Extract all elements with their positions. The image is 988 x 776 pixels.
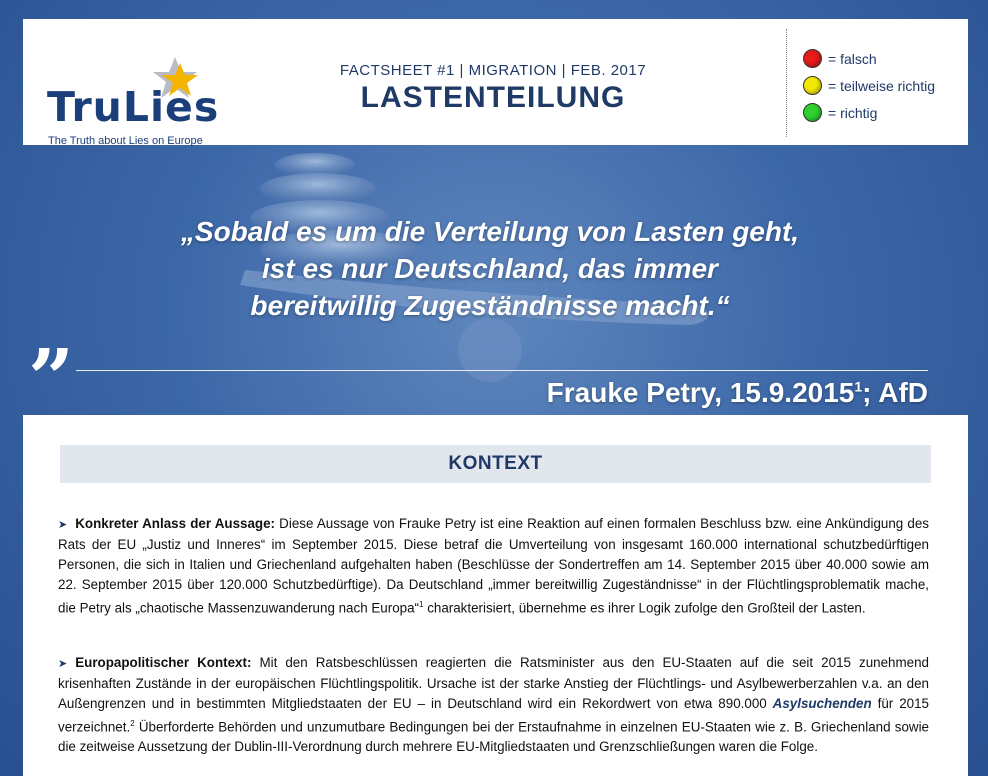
section-title: KONTEXT — [448, 453, 543, 474]
quotation-mark-icon: ” — [28, 331, 75, 415]
paragraph-text: Mit den Ratsbeschlüssen reagierten die Ratsminister aus den EU-Staaten auf die seit 2015 zunehmend krisenhaften Zustände in der europäischen Flüchtlingspolitik. Ursache ist der starke Anstieg der Flüchtlings- und Asylbewerberzahlen v.a. an den Außengrenzen und in bestimmten Mitgliedstaaten der EU – in Deutschland wird ein Rekordwert von etwa 890.000 — [58, 655, 929, 711]
logo-tagline: The Truth about Lies on Europe — [48, 135, 203, 147]
footnote-ref[interactable]: 2 — [130, 719, 135, 728]
glossary-link[interactable]: Asylsuchenden — [772, 696, 872, 711]
legend-label: = falsch — [828, 50, 877, 67]
paragraph-anlass — [58, 514, 929, 618]
green-dot-icon — [803, 103, 822, 122]
factsheet-label: FACTSHEET #1 | MIGRATION | FEB. 2017 — [339, 62, 647, 79]
paragraph-text: charakterisiert, übernehme es ihrer Logik zufolge den Großteil der Lasten. — [423, 600, 866, 616]
rating-legend — [803, 45, 935, 126]
content-panel — [23, 415, 968, 776]
quote-line: „Sobald es um die Verteilung von Lasten geht, — [180, 216, 800, 247]
attribution-name: Frauke Petry, 15.9.2015 — [546, 377, 855, 408]
quote-line: ist es nur Deutschland, das immer — [262, 253, 718, 284]
paragraph-text: Diese Aussage von Frauke Petry ist eine Reaktion auf einen formalen Beschluss bzw. eine Ankündigung des Rats der EU „Justiz und Inneres“ im September 2015. Diese betraf die Umverteilung von insgesamt 160.000 international schutzbedürftigen Personen, die sich in Italien und Griechenland aufgehalten haben (Beschlüsse der Sondertreffen am 14. September 2015 über 40.000 sowie am 22. September 2015 über 120.000 Schutzbedürftige). Da Deutschland „immer bereitwillig Zugeständnisse“ in der Flüchtlingsproblematik mache, die Petry als „chaotische Massenzuwanderung nach Europa“ — [58, 516, 930, 616]
legend-item-partly — [803, 72, 935, 99]
footnote-ref[interactable]: 1 — [854, 378, 863, 395]
paragraph-title: Europapolitischer Kontext: — [75, 655, 252, 670]
legend-label: = richtig — [828, 104, 878, 121]
paragraph-text: für 2015 verzeichnet. — [58, 696, 929, 735]
arrow-bullet-icon: ➤ — [58, 519, 68, 531]
yellow-dot-icon — [803, 76, 822, 95]
quote-attribution — [547, 377, 928, 409]
logo-text: TruLies — [47, 83, 220, 131]
legend-item-true — [803, 99, 935, 126]
legend-divider — [786, 29, 787, 137]
divider-line — [76, 370, 928, 371]
footnote-ref[interactable]: 1 — [419, 600, 424, 609]
trulies-logo — [47, 37, 227, 147]
quote-hero — [0, 145, 988, 415]
section-header — [60, 445, 931, 483]
legend-label: = teilweise richtig — [828, 77, 935, 94]
header — [23, 19, 968, 145]
paragraph-text: Überforderte Behörden und unzumutbare Bedingungen bei der Erstaufnahme in einzelnen EU-Staaten wie z. B. Griechenland sowie die zeitweise Aussetzung der Dublin-III-Verordnung durch mehrere EU-Mitgliedstaaten und Grenzschließungen waren die Folge. — [58, 719, 929, 755]
paragraph-title: Konkreter Anlass der Aussage: — [75, 516, 276, 531]
legend-item-false — [803, 45, 935, 72]
quote-text — [120, 213, 860, 324]
arrow-bullet-icon: ➤ — [58, 658, 68, 670]
page-title: LASTENTEILUNG — [360, 81, 626, 114]
red-dot-icon — [803, 49, 822, 68]
attribution-party: ; AfD — [862, 377, 928, 408]
paragraph-kontext — [58, 653, 929, 757]
quote-line: bereitwillig Zugeständnisse macht.“ — [250, 290, 730, 321]
